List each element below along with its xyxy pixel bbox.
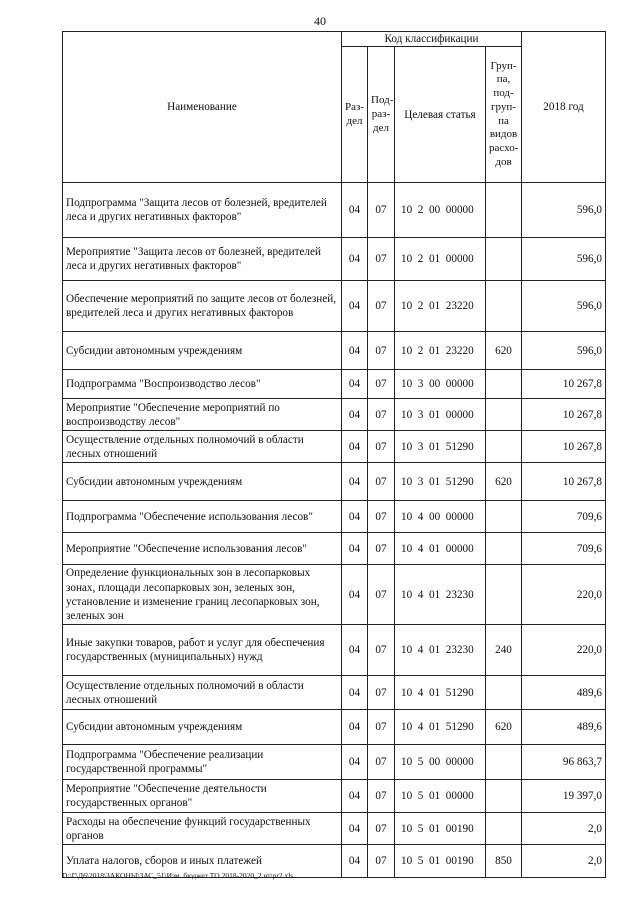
row-group-code: 850 xyxy=(486,845,522,878)
table-row xyxy=(63,463,606,501)
header-target: Целевая статья xyxy=(395,47,486,183)
row-section: 04 xyxy=(342,501,368,533)
row-group-code xyxy=(486,780,522,813)
row-section: 04 xyxy=(342,281,368,332)
row-name: Мероприятие "Обеспечение использования лесов" xyxy=(63,533,342,565)
row-amount: 709,6 xyxy=(522,533,606,565)
row-name: Подпрограмма "Обеспечение использования лесов" xyxy=(63,501,342,533)
row-group-code: 240 xyxy=(486,625,522,676)
row-name: Субсидии автономным учреждениям xyxy=(63,463,342,501)
row-name: Субсидии автономным учреждениям xyxy=(63,710,342,745)
row-name: Уплата налогов, сборов и иных платежей xyxy=(63,845,342,878)
budget-table xyxy=(62,31,606,878)
row-section: 04 xyxy=(342,625,368,676)
row-amount: 2,0 xyxy=(522,813,606,845)
row-target-code: 10 2 00 00000 xyxy=(395,183,486,238)
row-target-code: 10 5 01 00190 xyxy=(395,845,486,878)
row-amount: 596,0 xyxy=(522,281,606,332)
row-group-code xyxy=(486,813,522,845)
row-subsection: 07 xyxy=(368,625,395,676)
row-section: 04 xyxy=(342,676,368,710)
row-target-code: 10 2 01 23220 xyxy=(395,332,486,370)
row-target-code: 10 4 01 23230 xyxy=(395,565,486,625)
row-section: 04 xyxy=(342,813,368,845)
row-subsection: 07 xyxy=(368,745,395,780)
row-target-code: 10 3 01 51290 xyxy=(395,431,486,463)
table-row xyxy=(63,281,606,332)
row-amount: 10 267,8 xyxy=(522,463,606,501)
row-section: 04 xyxy=(342,533,368,565)
row-section: 04 xyxy=(342,370,368,399)
row-target-code: 10 4 01 00000 xyxy=(395,533,486,565)
row-group-code xyxy=(486,565,522,625)
row-section: 04 xyxy=(342,845,368,878)
table-row xyxy=(63,332,606,370)
row-group-code xyxy=(486,281,522,332)
row-subsection: 07 xyxy=(368,813,395,845)
table-row xyxy=(63,238,606,281)
table-row xyxy=(63,431,606,463)
row-target-code: 10 2 01 00000 xyxy=(395,238,486,281)
row-subsection: 07 xyxy=(368,845,395,878)
table-row xyxy=(63,745,606,780)
row-section: 04 xyxy=(342,780,368,813)
file-path-footer: D:\Г\Д6\2018\ЗАКОНЫ\ЗАС_51\Изм. бюджет ТО 2018-2020_2 чт\pr2.xls xyxy=(62,871,294,880)
table-row xyxy=(63,399,606,431)
row-name: Субсидии автономным учреждениям xyxy=(63,332,342,370)
row-group-code: 620 xyxy=(486,332,522,370)
row-target-code: 10 3 00 00000 xyxy=(395,370,486,399)
table-row xyxy=(63,183,606,238)
row-section: 04 xyxy=(342,710,368,745)
row-group-code: 620 xyxy=(486,463,522,501)
row-subsection: 07 xyxy=(368,463,395,501)
row-amount: 10 267,8 xyxy=(522,399,606,431)
row-group-code xyxy=(486,238,522,281)
row-target-code: 10 4 01 23230 xyxy=(395,625,486,676)
row-target-code: 10 5 00 00000 xyxy=(395,745,486,780)
table-row xyxy=(63,625,606,676)
row-amount: 596,0 xyxy=(522,332,606,370)
row-amount: 220,0 xyxy=(522,565,606,625)
row-subsection: 07 xyxy=(368,238,395,281)
row-section: 04 xyxy=(342,332,368,370)
table-row xyxy=(63,710,606,745)
row-subsection: 07 xyxy=(368,399,395,431)
header-section: Раз- дел xyxy=(342,47,368,183)
row-amount: 709,6 xyxy=(522,501,606,533)
row-name: Мероприятие "Защита лесов от болезней, вредителей леса и других негативных факторов" xyxy=(63,238,342,281)
row-group-code xyxy=(486,370,522,399)
row-target-code: 10 3 01 51290 xyxy=(395,463,486,501)
row-target-code: 10 3 01 00000 xyxy=(395,399,486,431)
row-section: 04 xyxy=(342,745,368,780)
row-group-code xyxy=(486,676,522,710)
row-subsection: 07 xyxy=(368,370,395,399)
row-subsection: 07 xyxy=(368,501,395,533)
row-subsection: 07 xyxy=(368,565,395,625)
row-name: Иные закупки товаров, работ и услуг для обеспечения государственных (муниципальных) нужд xyxy=(63,625,342,676)
row-amount: 2,0 xyxy=(522,845,606,878)
row-section: 04 xyxy=(342,565,368,625)
row-amount: 220,0 xyxy=(522,625,606,676)
row-group-code xyxy=(486,431,522,463)
row-subsection: 07 xyxy=(368,710,395,745)
row-name: Определение функциональных зон в лесопарковых зонах, площади лесопарковых зон, зеленых зон, установление и изменение границ лесопарковых зон, зеленых зон xyxy=(63,565,342,625)
row-name: Осуществление отдельных полномочий в области лесных отношений xyxy=(63,431,342,463)
table-row xyxy=(63,565,606,625)
header-classification: Код классификации xyxy=(342,32,522,47)
row-section: 04 xyxy=(342,399,368,431)
row-group-code: 620 xyxy=(486,710,522,745)
row-amount: 96 863,7 xyxy=(522,745,606,780)
row-subsection: 07 xyxy=(368,533,395,565)
row-subsection: 07 xyxy=(368,780,395,813)
row-amount: 19 397,0 xyxy=(522,780,606,813)
row-target-code: 10 4 01 51290 xyxy=(395,676,486,710)
table-row xyxy=(63,533,606,565)
row-amount: 10 267,8 xyxy=(522,370,606,399)
row-name: Подпрограмма "Воспроизводство лесов" xyxy=(63,370,342,399)
table-row xyxy=(63,370,606,399)
table-row xyxy=(63,676,606,710)
row-name: Подпрограмма "Защита лесов от болезней, вредителей леса и других негативных факторов" xyxy=(63,183,342,238)
row-name: Расходы на обеспечение функций государственных органов xyxy=(63,813,342,845)
row-name: Обеспечение мероприятий по защите лесов от болезней, вредителей леса и других негативных факторов xyxy=(63,281,342,332)
row-subsection: 07 xyxy=(368,183,395,238)
row-amount: 489,6 xyxy=(522,710,606,745)
row-subsection: 07 xyxy=(368,676,395,710)
row-group-code xyxy=(486,501,522,533)
row-group-code xyxy=(486,745,522,780)
row-section: 04 xyxy=(342,431,368,463)
header-name: Наименование xyxy=(63,32,342,183)
row-section: 04 xyxy=(342,238,368,281)
row-amount: 10 267,8 xyxy=(522,431,606,463)
row-name: Подпрограмма "Обеспечение реализации государственной программы" xyxy=(63,745,342,780)
row-amount: 596,0 xyxy=(522,183,606,238)
row-target-code: 10 4 00 00000 xyxy=(395,501,486,533)
row-group-code xyxy=(486,399,522,431)
row-group-code xyxy=(486,533,522,565)
header-subsection: Под- раз- дел xyxy=(368,47,395,183)
row-name: Осуществление отдельных полномочий в области лесных отношений xyxy=(63,676,342,710)
row-section: 04 xyxy=(342,463,368,501)
row-target-code: 10 2 01 23220 xyxy=(395,281,486,332)
row-name: Мероприятие "Обеспечение деятельности государственных органов" xyxy=(63,780,342,813)
row-target-code: 10 5 01 00000 xyxy=(395,780,486,813)
page-number: 40 xyxy=(314,14,326,28)
row-amount: 596,0 xyxy=(522,238,606,281)
row-subsection: 07 xyxy=(368,281,395,332)
table-body xyxy=(63,183,606,878)
row-subsection: 07 xyxy=(368,332,395,370)
row-subsection: 07 xyxy=(368,431,395,463)
row-target-code: 10 5 01 00190 xyxy=(395,813,486,845)
table-row xyxy=(63,780,606,813)
row-amount: 489,6 xyxy=(522,676,606,710)
header-group: Груп- па, под- груп- па видов расхо- дов xyxy=(486,47,522,183)
row-target-code: 10 4 01 51290 xyxy=(395,710,486,745)
table-row xyxy=(63,813,606,845)
header-year: 2018 год xyxy=(522,32,606,183)
row-section: 04 xyxy=(342,183,368,238)
row-name: Мероприятие "Обеспечение мероприятий по воспроизводству лесов" xyxy=(63,399,342,431)
table-row xyxy=(63,501,606,533)
row-group-code xyxy=(486,183,522,238)
